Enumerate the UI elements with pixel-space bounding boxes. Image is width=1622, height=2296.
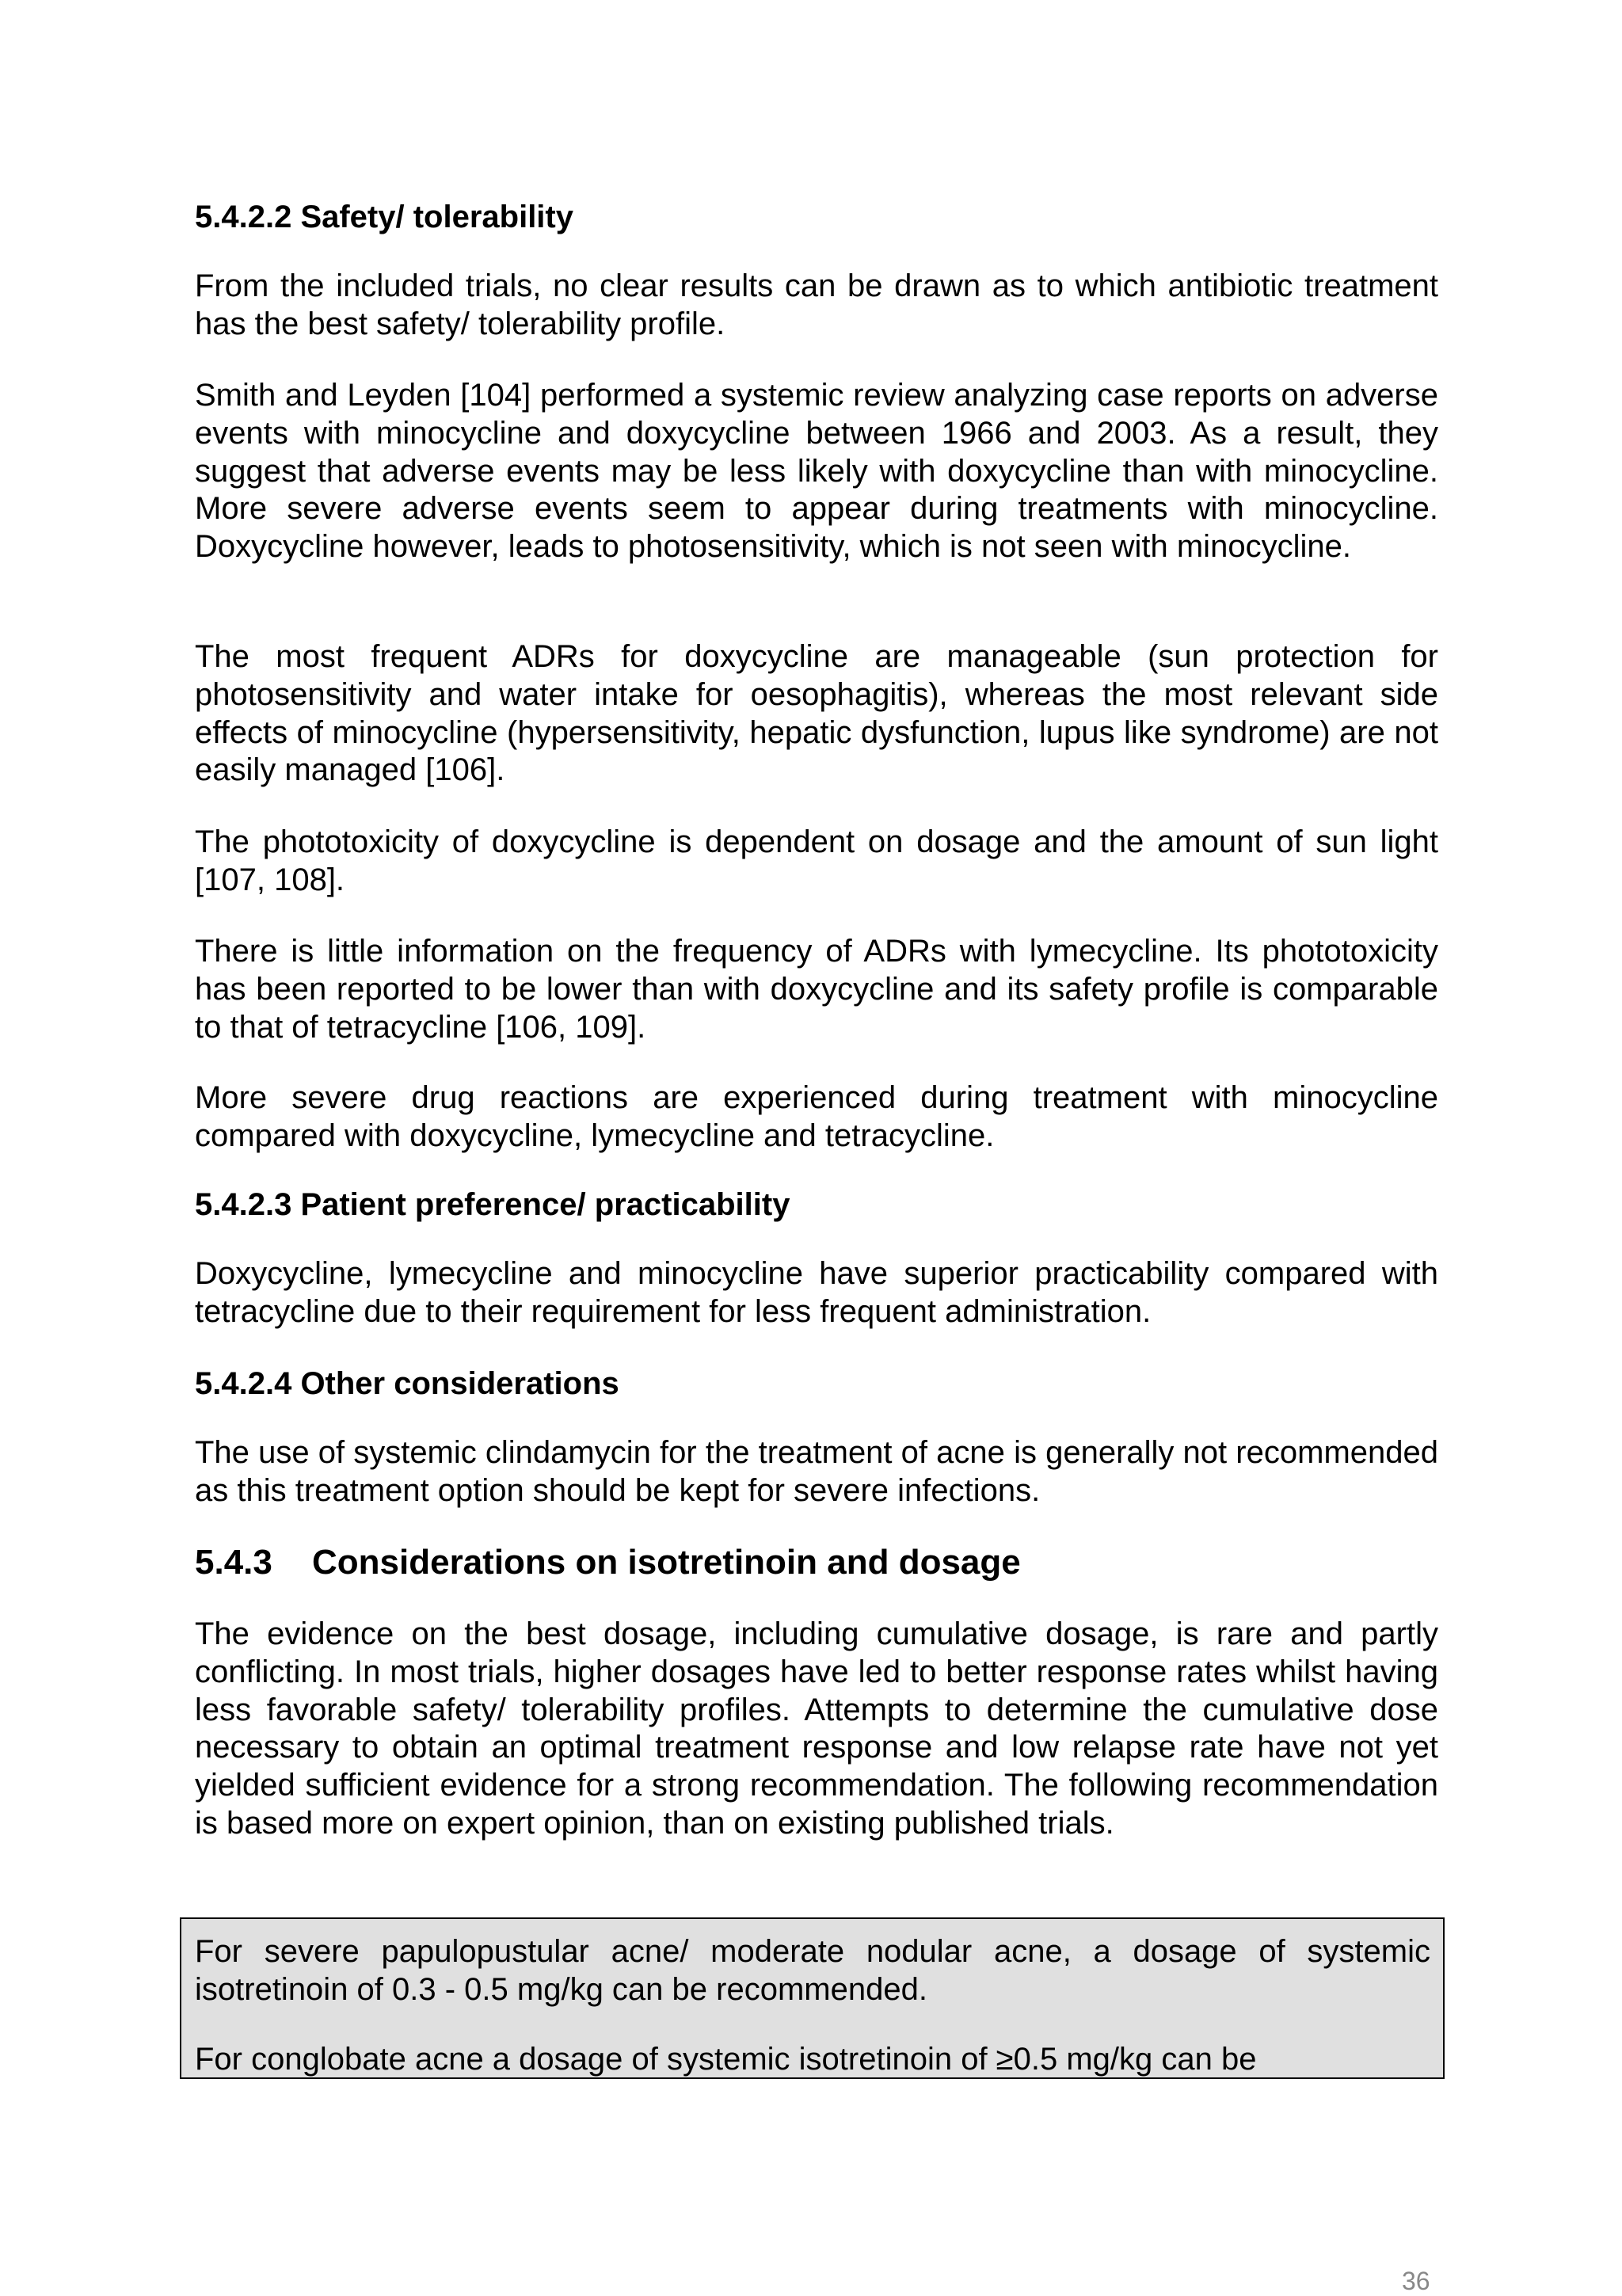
recommendation-text: For conglobate acne a dosage of systemic isotretinoin of ≥0.5 mg/kg can be [195,2042,1257,2077]
heading-number: 5.4.3 [195,1543,272,1582]
paragraph: Smith and Leyden [104] performed a systemic review analyzing case reports on adverse events with minocycline and doxycycline between 1966 and 2003. As a result, they suggest that adverse events may be less likely with doxycycline than with minocycline. More severe adverse events seem to appear during treatments with minocycline. Doxycycline however, leads to photosensitivity, which is not seen with minocycline. [195,378,1438,565]
paragraph: More severe drug reactions are experienced during treatment with minocycline compared with doxycycline, lymecycline and tetracycline. [195,1080,1438,1153]
heading-5-4-3 [195,1542,1021,1583]
paragraph: From the included trials, no clear results can be drawn as to which antibiotic treatment has the best safety/ tolerability profile. [195,268,1438,341]
recommendation-box [180,1917,1445,2079]
heading-title: Considerations on isotretinoin and dosage [312,1543,1021,1582]
heading-5-4-2-4: 5.4.2.4 Other considerations [195,1366,619,1401]
paragraph: There is little information on the frequency of ADRs with lymecycline. Its phototoxicity has been reported to be lower than with doxycycline and its safety profile is comparable to that of tetracycline [106, 109]. [195,934,1438,1045]
heading-5-4-2-3: 5.4.2.3 Patient preference/ practicability [195,1187,790,1222]
paragraph: The use of systemic clindamycin for the treatment of acne is generally not recommended as this treatment option should be kept for severe infections. [195,1435,1438,1508]
paragraph: The evidence on the best dosage, including cumulative dosage, is rare and partly conflicting. In most trials, higher dosages have led to better response rates whilst having less favorable safety/ tolerability profiles. Attempts to determine the cumulative dose necessary to obtain an optimal treatment response and low relapse rate have not yet yielded sufficient evidence for a strong recommendation. The following recommendation is based more on expert opinion, than on existing published trials. [195,1616,1438,1841]
paragraph: The phototoxicity of doxycycline is dependent on dosage and the amount of sun light [107, 108]. [195,824,1438,897]
recommendation-text: For severe papulopustular acne/ moderate nodular acne, a dosage of systemic isotretinoin of 0.3 - 0.5 mg/kg can be recommended. [195,1934,1430,2007]
heading-5-4-2-2: 5.4.2.2 Safety/ tolerability [195,200,573,234]
paragraph: The most frequent ADRs for doxycycline are manageable (sun protection for photosensitivity and water intake for oesophagitis), whereas the most relevant side effects of minocycline (hypersensitivity, hepatic dysfunction, lupus like syndrome) are not easily managed [106]. [195,639,1438,788]
paragraph: Doxycycline, lymecycline and minocycline have superior practicability compared with tetracycline due to their requirement for less frequent administration. [195,1256,1438,1329]
page-number: 36 [1402,2267,1430,2295]
